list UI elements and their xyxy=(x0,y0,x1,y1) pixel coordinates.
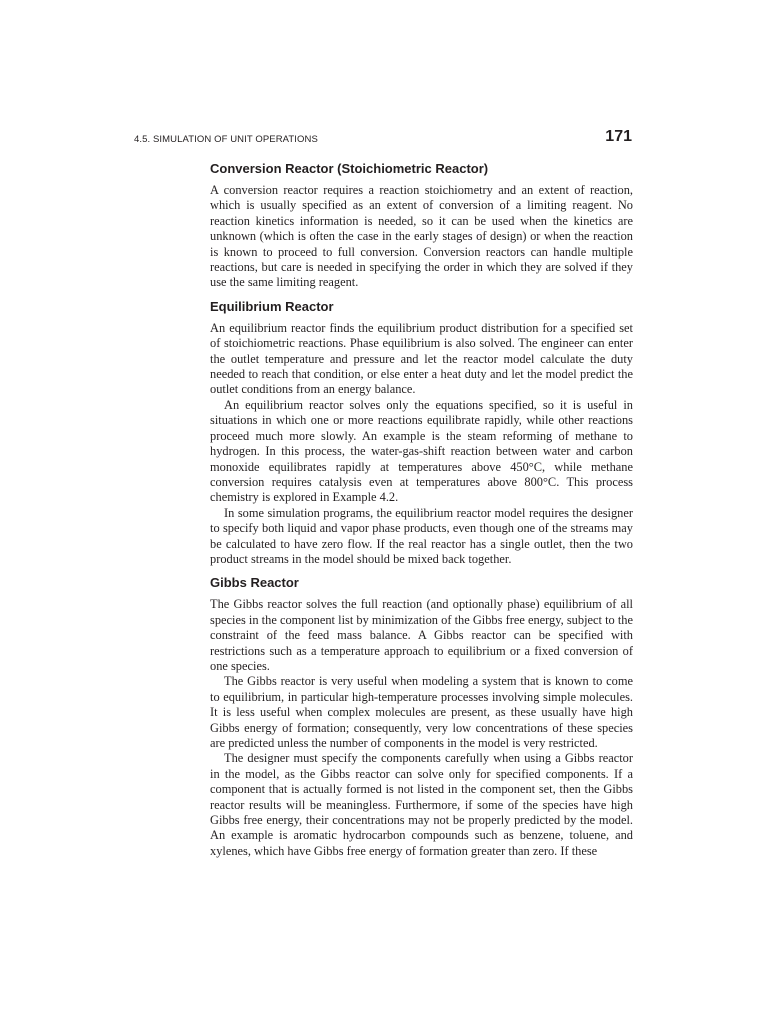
paragraph: An equilibrium reactor finds the equilibrium product distribution for a specified set of stoichiometric reactions. Phase equilibrium is also solved. The engineer can enter the outlet temperature and pressure and let the reactor model calculate the duty needed to reach that condition, or else enter a heat duty and let the model predict the outlet conditions from an energy balance. xyxy=(210,320,633,397)
paragraph: The Gibbs reactor is very useful when modeling a system that is known to come to equilibrium, in particular high-temperature processes involving simple molecules. It is less useful when complex molecules are present, as these usually have high Gibbs energy of formation; consequently, very low concentrations of these species are predicted unless the number of components in the model is very restricted. xyxy=(210,674,633,750)
paragraph: An equilibrium reactor solves only the equations specified, so it is useful in situations in which one or more reactions equilibrate rapidly, while other reactions proceed much more slowly. An example is the steam reforming of methane to hydrogen. In this process, the water-gas-shift reaction between water and carbon monoxide equilibrates rapidly at temperatures above 450°C, while methane conversion requires catalysis even at temperatures above 800°C. This process chemistry is explored in Example 4.2. xyxy=(210,397,633,505)
running-header xyxy=(134,130,632,150)
paragraph: The Gibbs reactor solves the full reaction (and optionally phase) equilibrium of all species in the component list by minimization of the Gibbs free energy, subject to the constraint of the feed mass balance. A Gibbs reactor can be specified with restrictions such as a temperature approach to equilibrium or a fixed conversion of one species. xyxy=(210,597,633,673)
page-number: 171 xyxy=(605,128,632,145)
section-heading: Conversion Reactor (Stoichiometric Reactor) xyxy=(210,161,489,176)
section-conversion-reactor xyxy=(210,160,633,291)
section-gibbs-reactor xyxy=(210,574,633,859)
section-equilibrium-reactor xyxy=(210,298,633,568)
paragraph: A conversion reactor requires a reaction stoichiometry and an extent of reaction, which is usually specified as an extent of conversion of a limiting reagent. No reaction kinetics information is needed, so it can be used when the kinetics are unknown (which is often the case in the early stages of design) or when the reaction is known to proceed to full conversion. Conversion reactors can handle multiple reactions, but care is needed in specifying the order in which they are solved if they use the same limiting reagent. xyxy=(210,183,633,290)
paragraph: The designer must specify the components carefully when using a Gibbs reactor in the model, as the Gibbs reactor can solve only for specified components. If a component that is actually formed is not listed in the component set, then the Gibbs reactor results will be meaningless. Furthermore, if some of the species have high Gibbs free energy, their concentrations may not be properly predicted by the model. An example is aromatic hydrocarbon compounds such as benzene, toluene, and xylenes, which have Gibbs free energy of formation greater than zero. If these xyxy=(210,751,633,858)
section-heading: Gibbs Reactor xyxy=(210,575,299,591)
page-body xyxy=(210,160,633,866)
running-head-section: 4.5. SIMULATION OF UNIT OPERATIONS xyxy=(134,134,318,145)
section-heading: Equilibrium Reactor xyxy=(210,298,334,314)
paragraph: In some simulation programs, the equilibrium reactor model requires the designer to specify both liquid and vapor phase products, even though one of the streams may be calculated to have zero flow. If the real reactor has a single outlet, then the two product streams in the model should be mixed back together. xyxy=(210,505,633,566)
